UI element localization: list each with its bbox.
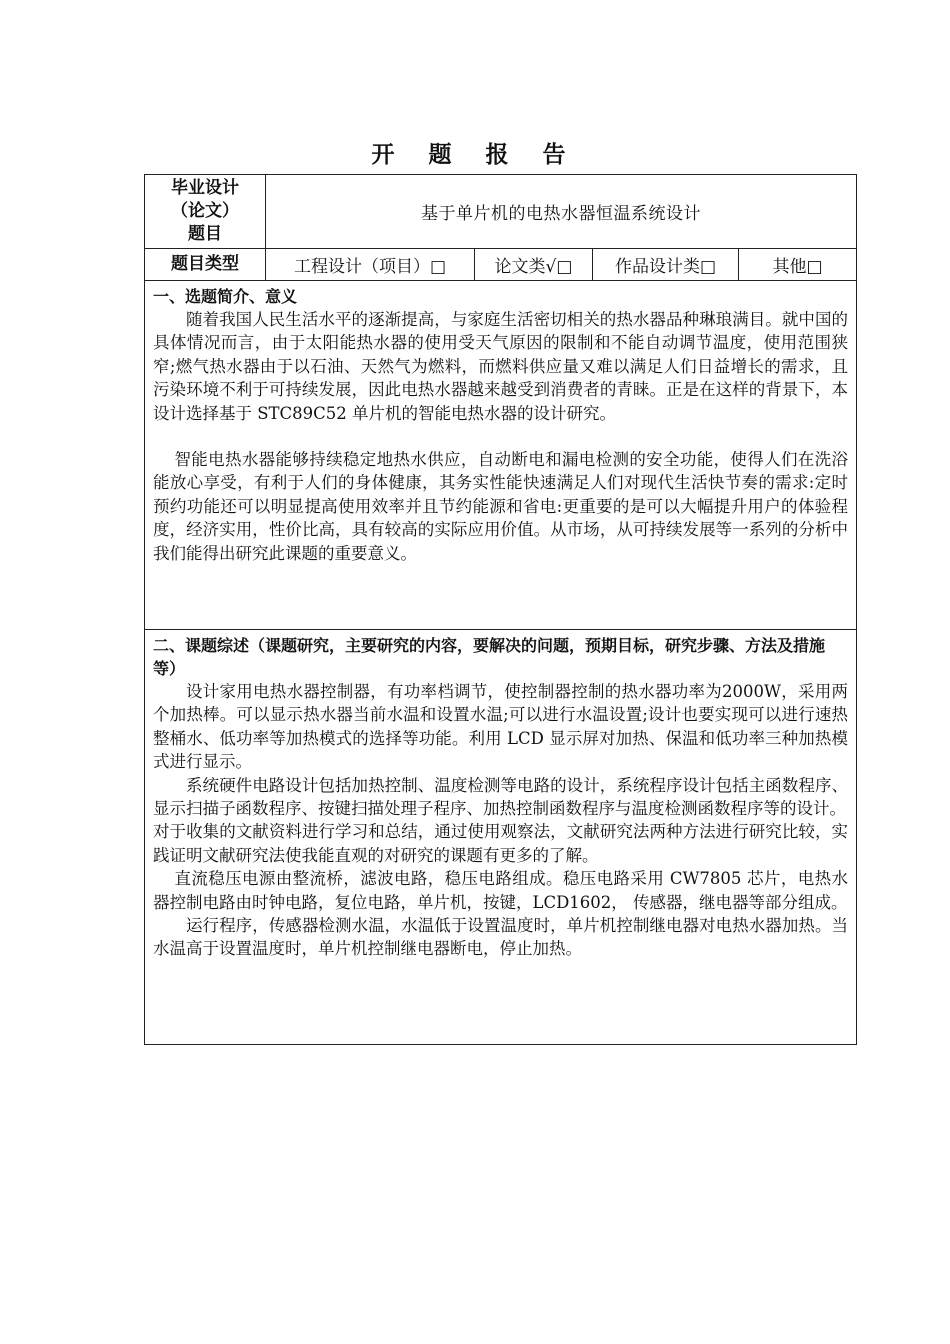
topic-value: 基于单片机的电热水器恒温系统设计 [421,204,701,224]
type-option-work-design[interactable]: 作品设计类□ [593,249,739,280]
section-2-paragraph: 运行程序，传感器检测水温，水温低于设置温度时，单片机控制继电器对电热水器加热。当水温高于设置温度时，单片机控制继电器断电，停止加热。 [153,916,848,959]
type-option-thesis[interactable]: 论文类√□ [475,249,593,280]
proposal-table [144,174,857,1045]
topic-label: 毕业设计（论文）题目 [145,175,266,248]
type-option-other[interactable]: 其他□ [772,257,823,277]
section-2-paragraph: 系统硬件电路设计包括加热控制、温度检测等电路的设计，系统程序设计包括主函数程序、显示扫描子函数程序、按键扫描处理子程序、加热控制函数程序与温度检测函数程序等的设计。 [153,775,848,819]
topic-row [145,175,856,249]
section-1 [145,281,856,630]
section-1-paragraph: 智能电热水器能够持续稳定地热水供应，自动断电和漏电检测的安全功能，使得人们在洗浴能放心享受，有利于人们的身体健康，其务实性能快速满足人们对现代生活快节奏的需求:定时预约功能还可以明显提高使用效率并且节约能源和省电:更重要的是可以大幅提升用户的体验程度，经济实用，性价比高，具有较高的实际应用价值。从市场，从可持续发展等一系列的分析中我们能得出研究此课题的重要意义。 [153,450,848,563]
section-2-paragraph: 直流稳压电源由整流桥，滤波电路，稳压电路组成。稳压电路采用 CW7805 芯片，电热水器控制电路由时钟电路，复位电路，单片机，按键，LCD1602， 传感器，继电器等部分组成。 [153,869,848,912]
type-label: 题目类型 [145,249,266,280]
type-option-engineering[interactable]: 工程设计（项目）□ [266,249,475,280]
section-1-heading: 一、选题简介、意义 [153,287,298,306]
section-2 [145,630,856,1044]
page-title: 开 题 报 告 [371,142,579,168]
section-1-paragraph: 随着我国人民生活水平的逐渐提高，与家庭生活密切相关的热水器品种琳琅满目。就中国的具体情况而言，由于太阳能热水器的使用受天气原因的限制和不能自动调节温度，使用范围狭窄;燃气热水器由于以石油、天然气为燃料，而燃料供应量又难以满足人们日益增长的需求，且污染环境不利于可持续发展，因此电热水器越来越受到消费者的青睐。正是在这样的背景下，本设计选择基于 STC89C52 单片机的智能电热水器的设计研究。 [153,310,848,423]
section-2-heading: 二、课题综述（课题研究，主要研究的内容，要解决的问题，预期目标，研究步骤、方法及措施等） [153,636,826,678]
type-row [145,249,856,281]
section-2-paragraph: 设计家用电热水器控制器，有功率档调节，使控制器控制的热水器功率为2000W，采用两个加热棒。可以显示热水器当前水温和设置水温;可以进行水温设置;设计也要实现可以进行速热整桶水、低功率等加热模式的选择等功能。利用 LCD 显示屏对加热、保温和低功率三种加热模式进行显示。 [153,682,848,772]
section-2-paragraph: 对于收集的文献资料进行学习和总结，通过使用观察法，文献研究法两种方法进行研究比较，实践证明文献研究法使我能直观的对研究的课题有更多的了解。 [153,822,848,865]
